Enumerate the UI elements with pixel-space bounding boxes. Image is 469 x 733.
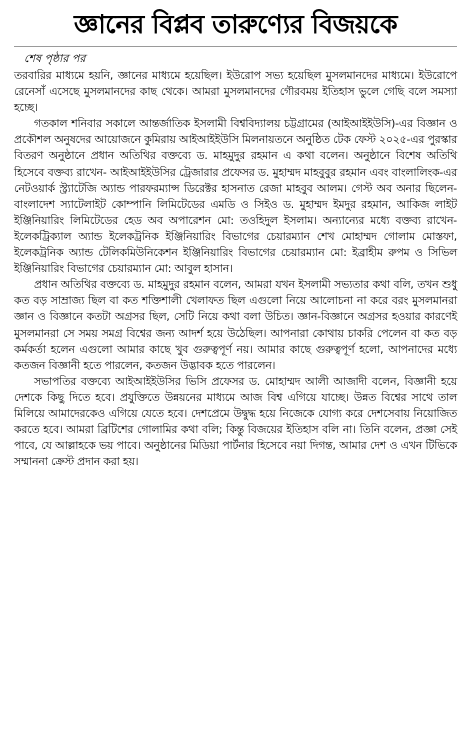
article-paragraph: গতকাল শনিবার সকালে আন্তর্জাতিক ইসলামী বিশ্ববিদ্যালয় চট্টগ্রামের (আইআইইউসি)-এর বিজ্ঞান ও প্রকৌশল অনুষদের আয়োজনে কুমিরায় আইআইইউসি মিলনায়তনে অনুষ্ঠিত টেক ফেস্ট ২০২৫-এর পুরস্কার বিতরণ অনুষ্ঠানে প্রধান অতিথির বক্তব্যে ড. মাহমুদুর রহমান এ কথা বলেন। অনুষ্ঠানে বিশেষ অতিথি হিসেবে বক্তব্য রাখেন- আইআইইউসির ট্রেজারার প্রফেসর ড. মুহাম্মদ মাহবুবুর রহমান এবং বাংলালিংক-এর নেটওয়ার্ক স্ট্র্যাটেজি অ্যান্ড পারফরম্যান্স ডিরেক্টর হাসনাত রেজা মাহবুব আলম। গেস্ট অব অনার ছিলেন- বাংলাদেশ স্যাটেলাইট কোম্পানি লিমিটেডের এমডি ও সিইও ড. মুহাম্মদ ইমদুর রহমান, আকিজ লাইট ইঞ্জিনিয়ারিং লিমিটেডের হেড অব অপারেশন মো: তওহিদুল ইসলাম। অন্যান্যের মধ্যে বক্তব্য রাখেন- ইলেকট্রিক্যাল অ্যান্ড ইলেকট্রনিক ইঞ্জিনিয়ারিং বিভাগের চেয়ারম্যান শেখ মোহাম্মদ গোলাম মোস্তফা, ইলেকট্রনিক অ্যান্ড টেলিকমিউনিকেশন ইঞ্জিনিয়ারিং বিভাগের চেয়ারম্যান মো: ইব্রাহীম রুপম ও সিভিল ইঞ্জিনিয়ারিং বিভাগের চেয়ারম্যান মো: আবুল হাসান। [14, 117, 457, 276]
article-paragraph: সভাপতির বক্তব্যে আইআইইউসির ভিসি প্রফেসর ড. মোহাম্মদ আলী আজাদী বলেন, বিজ্ঞানী হয়ে দেশকে কিছু দিতে হবে। প্রযুক্তিতে উন্নয়নের মাধ্যমে আজ বিশ্ব এগিয়ে যাচ্ছে। উন্নত বিশ্বের সাথে তাল মিলিয়ে আমাদেরকেও এগিয়ে যেতে হবে। দেশপ্রেমে উদ্বুদ্ধ হয়ে নিজেকে যোগ্য করে দেশসেবায় নিয়োজিত করতে হবে। আমরা ব্রিটিশের গোলামির কথা বলি; কিন্তু বিজয়ের ইতিহাস বলি না। তিনি বলেন, প্রজ্ঞা সেই পাবে, যে আল্লাহকে ভয় পাবে। অনুষ্ঠানের মিডিয়া পার্টনার হিসেবে নয়া দিগন্ত, আমার দেশ ও এখন টিভিকে সম্মাননা ক্রেস্ট প্রদান করা হয়। [14, 374, 457, 469]
headline: জ্ঞানের বিপ্লব তারুণ্যের বিজয়কে [73, 10, 398, 40]
article-body [14, 68, 457, 470]
article-paragraph: প্রধান অতিথির বক্তব্যে ড. মাহমুদুর রহমান বলেন, আমরা যখন ইসলামী সভ্যতার কথা বলি, তখন শুধু কত বড় সাম্রাজ্য ছিল বা কত শক্তিশালী খেলাফত ছিল এগুলো নিয়ে আলোচনা না করে বরং মুসলমানরা জ্ঞান ও বিজ্ঞানে কতটা অগ্রসর ছিল, সেটি নিয়ে কথা বলা উচিত। জ্ঞান-বিজ্ঞানে অগ্রসর হওয়ার কারণেই মুসলমানরা সে সময় সমগ্র বিশ্বের জন্য আদর্শ হয়ে উঠেছিল। আপনারা কোথায় চাকরি পেলেন বা কত বড় কর্মকর্তা হলেন এগুলো আমার কাছে খুব গুরুত্বপূর্ণ নয়। আমার কাছে গুরুত্বপূর্ণ হলো, আপনাদের মধ্যে কতজন বিজ্ঞানী হতে পারলেন, কতজন উদ্ভাবক হতে পারলেন। [14, 278, 457, 372]
article-paragraph: তরবারির মাধ্যমে হয়নি, জ্ঞানের মাধ্যমে হয়েছিল। ইউরোপ সভ্য হয়েছিল মুসলমানদের মাধ্যমে। ইউরোপে রেনেসাঁ এসেছে মুসলমানদের কাছ থেকে। আমরা মুসলমানদের গৌরবময় ইতিহাস ভুলে গেছি বলে সমস্যা হচ্ছে। [14, 69, 457, 115]
continued-from-label: শেষ পৃষ্ঠার পর [24, 52, 86, 65]
headline-divider [14, 46, 457, 47]
